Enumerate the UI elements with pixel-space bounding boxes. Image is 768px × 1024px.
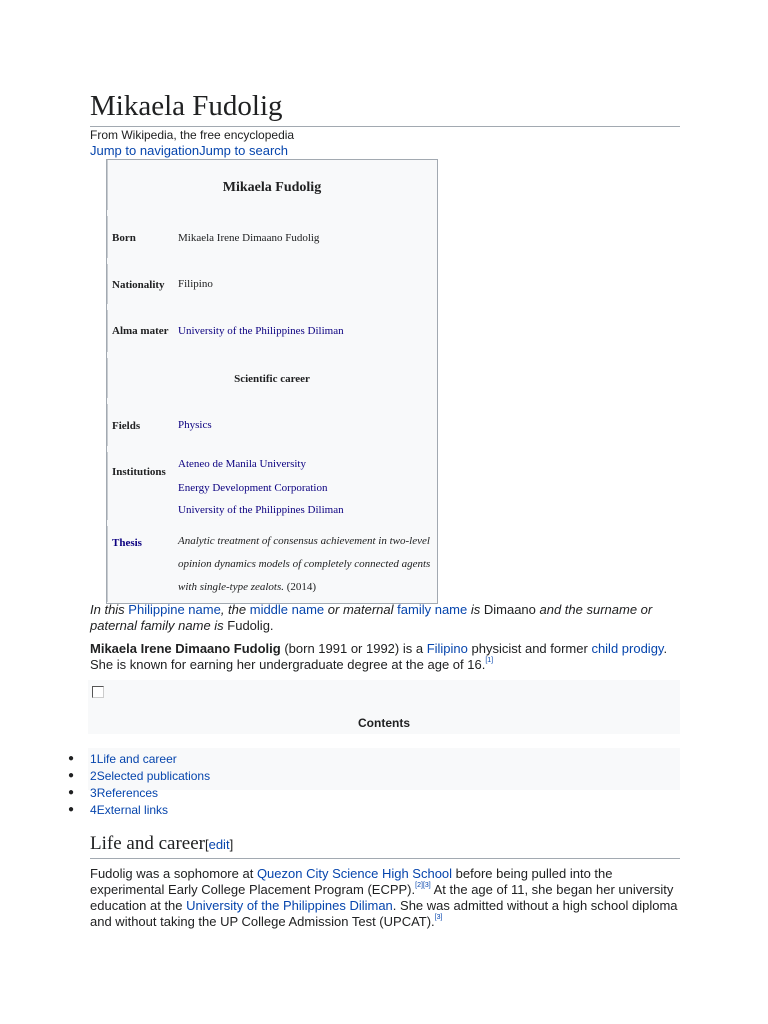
toc-number: 3: [90, 786, 97, 800]
page-title: Mikaela Fudolig: [90, 88, 680, 127]
hatnote-text: In this: [90, 602, 129, 617]
institutions-label: Institutions: [112, 466, 166, 478]
infobox: [106, 159, 438, 604]
bullet-icon: ●: [68, 787, 75, 798]
filipino-link[interactable]: Filipino: [426, 641, 468, 656]
thesis-label-link[interactable]: Thesis: [112, 537, 142, 549]
toc-label: References: [96, 786, 159, 800]
scientific-career-header: Scientific career: [234, 373, 310, 385]
middle-name-link[interactable]: middle name: [249, 602, 325, 617]
lead-text: physicist and former: [467, 641, 592, 656]
life-and-career-paragraph: [90, 866, 682, 930]
jump-to-navigation-link[interactable]: Jump to navigation: [90, 143, 200, 158]
born-label: Born: [112, 232, 136, 244]
section-heading-life-and-career: [90, 832, 680, 859]
paragraph-text: At the age of 11, she began her university education at the: [90, 882, 674, 913]
hatnote: [90, 602, 680, 634]
toc-title: Contents: [358, 716, 410, 730]
institution-link[interactable]: University of the Philippines Diliman: [178, 504, 344, 516]
tagline: From Wikipedia, the free encyclopedia: [90, 128, 295, 142]
edit-bracket: ]: [229, 837, 234, 852]
jump-links: [90, 143, 288, 159]
institution-link[interactable]: Ateneo de Manila University: [178, 458, 306, 470]
bullet-icon: ●: [68, 770, 75, 781]
toc-label: External links: [96, 803, 169, 817]
fields-label: Fields: [112, 420, 141, 432]
toc-number: 1: [90, 752, 97, 766]
paragraph-text: before being pulled into the experimental Early College Placement Program (ECPP).: [90, 866, 613, 897]
lead-text: (born 1991 or 1992) is a: [280, 641, 427, 656]
infobox-divider: [107, 526, 108, 602]
lead-subject-name: Mikaela Irene Dimaano Fudolig: [90, 641, 281, 656]
citation-link[interactable]: [1]: [485, 657, 494, 664]
hatnote-text: and the surname or paternal family name is: [90, 602, 653, 633]
thesis-year: (2014): [286, 581, 317, 593]
lead-text: . She is known for earning her undergraduate degree at the age of 16.: [90, 641, 668, 672]
nationality-value: Filipino: [178, 278, 213, 290]
infobox-title: Mikaela Fudolig: [222, 180, 322, 195]
hatnote-text: is: [467, 602, 484, 617]
philippine-name-link[interactable]: Philippine name: [128, 602, 221, 617]
born-value: Mikaela Irene Dimaano Fudolig: [178, 232, 320, 244]
jump-to-search-link[interactable]: Jump to search: [199, 143, 288, 158]
paragraph-text: . She was admitted without a high school diploma and without taking the UP College Admission Test (UPCAT).: [90, 898, 678, 929]
lead-paragraph: [90, 641, 682, 673]
infobox-divider: [107, 310, 108, 352]
toc-number: 2: [90, 769, 97, 783]
infobox-divider: [107, 264, 108, 304]
infobox-divider: [107, 452, 108, 520]
hatnote-text: , the: [220, 602, 250, 617]
alma-mater-label: Alma mater: [112, 325, 169, 337]
infobox-divider: [107, 216, 108, 258]
alma-mater-link[interactable]: University of the Philippines Diliman: [178, 325, 344, 337]
nationality-label: Nationality: [112, 279, 165, 291]
hatnote-surname: Fudolig: [227, 618, 270, 633]
citation-link[interactable]: [3]: [434, 914, 443, 921]
hatnote-text: .: [269, 618, 274, 633]
bullet-icon: ●: [68, 804, 75, 815]
fields-physics-link[interactable]: Physics: [178, 419, 212, 431]
thesis-title: Analytic treatment of consensus achievement in two-level opinion dynamics models of completely connected agents with single-type zealots.: [178, 535, 431, 593]
edit-section-link[interactable]: [205, 837, 233, 852]
toc-number: 4: [90, 803, 97, 817]
thesis-value: [178, 530, 434, 599]
up-diliman-link[interactable]: University of the Philippines Diliman: [186, 898, 393, 913]
paragraph-text: Fudolig was a sophomore at: [90, 866, 257, 881]
toc-label: Life and career: [96, 752, 177, 766]
hatnote-middle-name: Dimaano: [483, 602, 536, 617]
toc-toggle-checkbox[interactable]: [92, 686, 104, 698]
citation-link[interactable]: [3]: [422, 882, 431, 889]
bullet-icon: ●: [68, 753, 75, 764]
quezon-city-science-high-school-link[interactable]: Quezon City Science High School: [256, 866, 453, 881]
infobox-divider: [107, 404, 108, 446]
edit-bracket: [: [204, 837, 209, 852]
hatnote-text: or maternal: [324, 602, 398, 617]
family-name-link[interactable]: family name: [397, 602, 468, 617]
institution-link[interactable]: Energy Development Corporation: [178, 482, 328, 494]
citation-link[interactable]: [2]: [415, 882, 423, 889]
toc-label: Selected publications: [96, 769, 211, 783]
section-heading-text: Life and career: [90, 833, 205, 854]
child-prodigy-link[interactable]: child prodigy: [591, 641, 664, 656]
edit-label[interactable]: edit: [208, 837, 230, 852]
